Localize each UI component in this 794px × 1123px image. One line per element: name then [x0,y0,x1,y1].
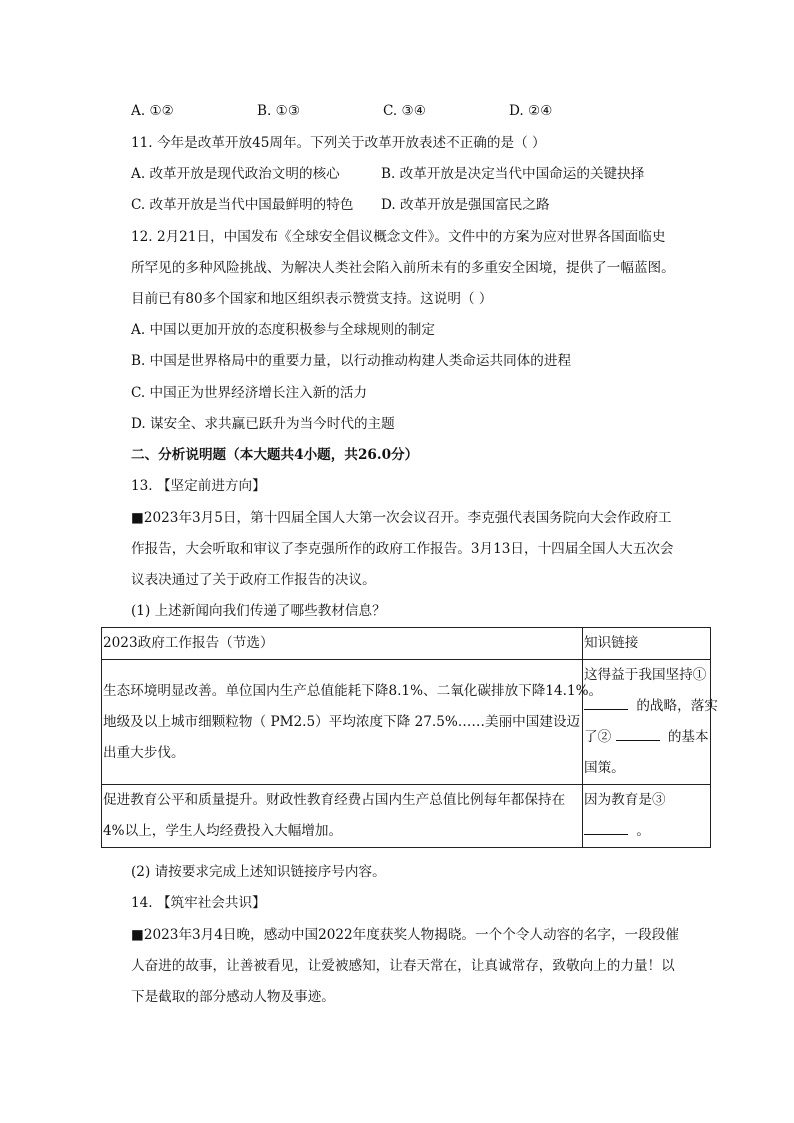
answer-blank-3[interactable] [584,820,628,835]
cell-text-fragment: 了② [584,729,612,745]
q13-sub-question-1: (1) 上述新闻向我们传递了哪些教材信息？ [131,603,386,619]
q11-option-c: C. 改革开放是当代中国最鲜明的特色 [131,197,354,213]
table-row [102,785,711,848]
q11-options-row1 [131,164,644,184]
table-cell-knowledge-2 [583,785,711,848]
q10-option-b: B. ①③ [257,103,301,119]
q12-stem-line-3: 目前已有80多个国家和地区组织表示赞赏支持。这说明（ ） [131,291,493,307]
q11-options-row2 [131,195,550,215]
cell-text-line: 地级及以上城市细颗粒物（ PM2.5）平均浓度下降 27.5%……美丽中国建设迈 [103,713,581,730]
section-heading: 二、分析说明题（本大题共4小题，共26.0分） [131,447,419,463]
q10-option-d: D. ②④ [509,103,553,119]
q14-heading: 14. 【筑牢社会共识】 [131,895,266,911]
cell-text-line: 这得益于我国坚持① [584,667,707,683]
cell-text-line: 因为教育是③ [584,792,666,808]
q10-option-c: C. ③④ [383,103,426,119]
cell-text-fragment: 。 [636,823,650,839]
q11-option-d: D. 改革开放是强国富民之路 [381,197,550,213]
q13-para-line-3: 议表决通过了关于政府工作报告的决议。 [131,572,376,588]
cell-text-line: 出重大步伐。 [103,744,185,761]
table-cell-education [102,785,583,848]
q14-para-line-1: ■2023年3月4日晚，感动中国2022年度获奖人物揭晓。一个个令人动容的名字，一段段催 [131,927,679,943]
q12-option-c: C. 中国正为世界经济增长注入新的活力 [131,385,368,401]
report-table [101,627,718,848]
q14-para-line-3: 下是截取的部分感动人物及事迹。 [131,989,335,1005]
q13-sub-question-2: (2) 请按要求完成上述知识链接序号内容。 [131,864,386,880]
cell-text-line [584,691,718,722]
table-cell-knowledge-1 [583,660,718,785]
q12-option-b: B. 中国是世界格局中的重要力量，以行动推动构建人类命运共同体的进程 [131,353,572,369]
cell-text-line: 促进教育公平和质量提升。财政性教育经费占国内生产总值比例每年都保持在 [103,792,566,808]
table-header-report: 2023政府工作报告（节选） [102,628,583,660]
cell-text-fragment: 的战略，落实 [636,698,718,714]
q14-para-line-2: 人奋进的故事，让善被看见，让爱被感知，让春天常在，让真诚常存，致敬向上的力量！以 [131,958,675,974]
cell-text-line: 4%以上，学生人均经费投入大幅增加。 [103,823,343,839]
q13-para-line-2: 作报告，大会听取和审议了李克强所作的政府工作报告。3月13日，十四届全国人大五次会 [131,541,674,557]
q11-option-b: B. 改革开放是决定当代中国命运的关键抉择 [381,166,645,182]
cell-text-fragment: 的基本 [667,729,709,745]
q11-stem: 11. 今年是改革开放45周年。下列关于改革开放表述不正确的是（ ） [131,135,546,151]
answer-blank-1[interactable] [584,695,628,710]
cell-text-line: 国策。 [584,760,625,776]
q10-options [131,101,635,121]
cell-text-line: 生态环境明显改善。单位国内生产总值能耗下降8.1%、二氧化碳排放下降14.1%。 [103,682,603,699]
q12-option-d: D. 谋安全、求共赢已跃升为当今时代的主题 [131,416,395,432]
cell-text-line [584,722,709,753]
q13-para-line-1: ■2023年3月5日，第十四届全国人大第一次会议召开。李克强代表国务院向大会作政府工 [131,510,672,526]
q12-stem-line-1: 12. 2月21日，中国发布《全球安全倡议概念文件》。文件中的方案为应对世界各国面临史 [131,229,666,245]
table-row [102,660,711,785]
table-header-knowledge: 知识链接 [583,628,711,660]
q11-option-a: A. 改革开放是现代政治文明的核心 [131,166,340,182]
answer-blank-2[interactable] [616,726,660,741]
table-header-row [102,628,711,660]
q12-stem-line-2: 所罕见的多种风险挑战、为解决人类社会陷入前所未有的多重安全困境，提供了一幅蓝图。 [131,260,675,276]
q13-heading: 13. 【坚定前进方向】 [131,478,266,494]
q12-option-a: A. 中国以更加开放的态度积极参与全球规则的制定 [131,322,435,338]
q10-option-a: A. ①② [131,103,174,119]
cell-text-line [584,816,709,847]
